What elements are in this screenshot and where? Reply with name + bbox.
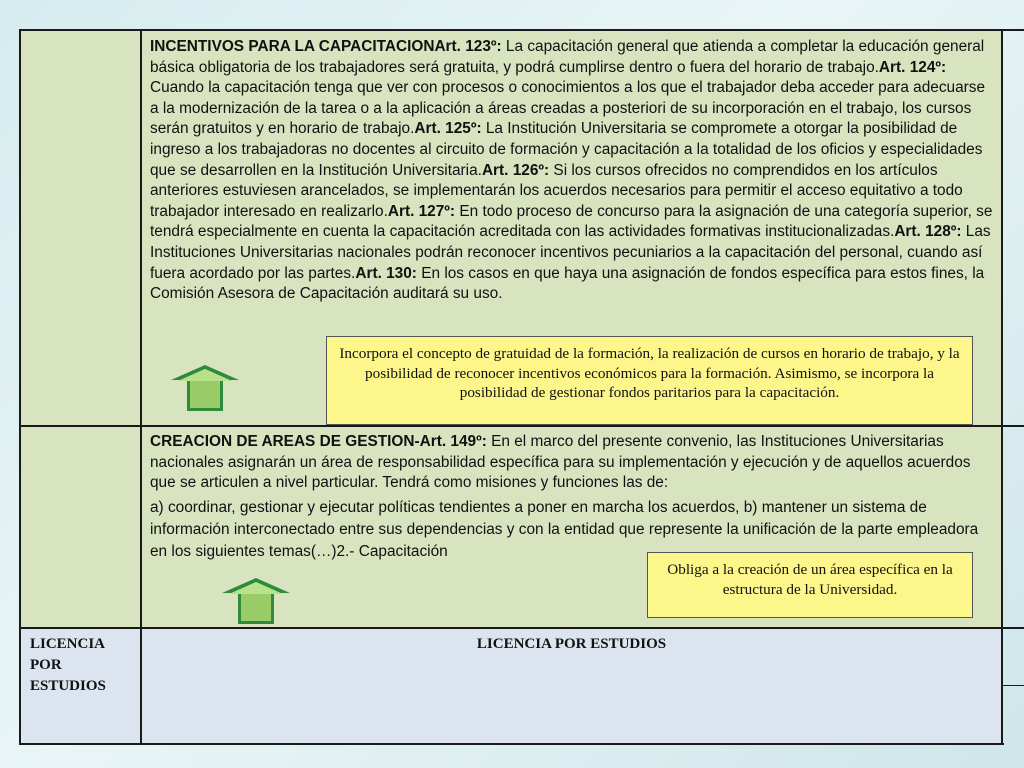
article-body: La Institución Universitaria se compromete a otorgar la posibilidad de ingreso a los trabajadoras no docentes al circuito de formación y capacitación a la totalidad de los oficios y especialidades que se desarrollen en la Institución Universitaria. [150,120,983,179]
article-body: En el marco del presente convenio, las Instituciones Universitarias nacionales asignarán un área de responsabilidad específica para su implementación y ejecución y de aquellos acuerdos que se articulen a nivel particular. Tendrá como misiones y funciones las de: [150,433,971,492]
article-heading: INCENTIVOS PARA LA CAPACITACIONArt. 123º: [150,38,502,55]
article-body: En todo proceso de concurso para la asignación de una categoría superior, se tendrá especialmente en cuenta la capacitación acreditada con las actividades formativas institucionalizadas. [150,202,993,241]
article-body: Si los cursos ofrecidos no comprendidos en los artículos anteriores estuviesen arancelados, se implementarán los acuerdos necesarios para permitir el acceso equitativo a todo trabajador interesado en realizarlo. [150,161,963,220]
note-area-especifica: Obliga a la creación de un área específica en la estructura de la Universidad. [647,552,973,618]
table-border-bottom [20,743,1004,745]
table-divider-row1 [20,425,1024,427]
table-divider-row2 [20,627,1024,629]
article-heading: Art. 130: [355,264,417,282]
article-body: En los casos en que haya una asignación de fondos específica para estos fines, la Comisión Asesora de Capacitación auditará su uso. [150,264,985,303]
up-arrow-icon [168,363,242,413]
article-body: La capacitación general que atienda a completar la educación general básica obligatoria de los trabajadores será gratuita, y podrá cumplirse dentro o fuera del horario de trabajo. [150,38,985,76]
creacion-areas-text [150,432,996,494]
article-body: Las Instituciones Universitarias nacionales podrán reconocer incentivos pecuniarios a la capacitación del personal, cuando así fuera acordado por las partes. [150,223,991,282]
article-heading: Art. 125º: [414,120,482,138]
licencia-left-label: LICENCIA POR ESTUDIOS [30,636,106,694]
article-heading: CREACION DE AREAS DE GESTION-Art. 149º: [150,433,487,450]
funciones-text: a) coordinar, gestionar y ejecutar políticas tendientes a poner en marcha los acuerdos, b) mantener un sistema de información interconectado entre sus dependencias y con la entidad que represente la unificación de la parte empleadora en los siguientes temas(…)2.- Capacitación [150,499,979,560]
table-border-top [20,29,1024,31]
article-heading: Art. 127º: [387,202,456,220]
incentivos-capacitacion-text [150,37,996,305]
note-gratuidad: Incorpora el concepto de gratuidad de la formación, la realización de cursos en horario de trabajo, y la posibilidad de reconocer incentivos económicos para la formación. Asimismo, se incorpora la posibilidad de gestionar fondos paritarios para la capacitación. [326,336,973,425]
article-body: Cuando la capacitación tenga que ver con procesos o conocimientos a los que el trabajador deba acceder para adecuarse a la modernización de la tarea o a la aplicación a áreas creadas a posteriori de su incorporación en el trabajo, los cursos serán gratuitos y en horario de trabajo. [150,79,986,138]
table-right-sub-divider [1002,685,1024,686]
article-heading: Art. 128º: [894,223,962,241]
row2-left-cell [20,426,141,628]
article-heading: Art. 124º: [878,58,947,76]
table-border-left [19,29,21,745]
up-arrow-icon [219,576,293,626]
article-heading: Art. 126º: [481,161,550,179]
licencia-heading: LICENCIA POR ESTUDIOS [476,636,667,652]
row1-left-cell [20,30,141,426]
